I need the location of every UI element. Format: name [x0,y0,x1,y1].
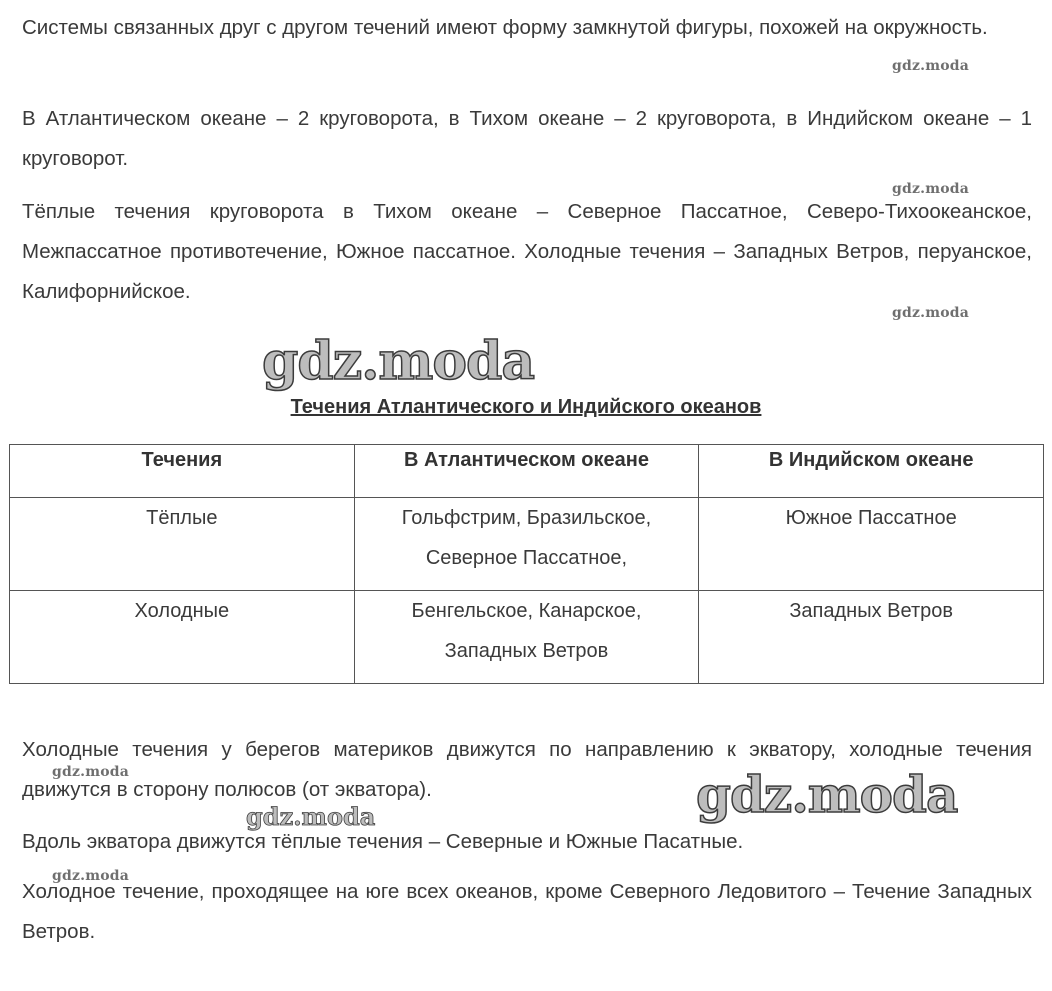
cell-atlantic-line: Бенгельское, Канарское, [411,600,642,622]
watermark-small: gdz.moda [892,181,970,197]
header-atlantic: В Атлантическом океане [354,445,699,498]
header-indian: В Индийском океане [699,445,1044,498]
cell-atlantic [354,498,699,591]
watermark-small: gdz.moda [52,764,130,780]
watermark-small: gdz.moda [892,58,970,74]
cell-type-text: Тёплые [146,507,218,529]
cell-atlantic-line: Гольфстрим, Бразильское, [401,507,652,529]
cell-type [10,591,355,684]
paragraph-gyre-count: В Атлантическом океане – 2 круговорота, в Тихом океане – 2 круговорота, в Индийском океане – 1 круговорот. [22,107,1032,170]
watermark-large: gdz.moda [696,765,958,824]
cell-type-text: Холодные [134,600,230,622]
cell-indian-text: Западных Ветров [789,600,953,622]
header-currents: Течения [10,445,355,498]
paragraph-circulation-shape: Системы связанных друг с другом течений имеют форму замкнутой фигуры, похожей на окружность. [22,16,988,39]
table-title: Течения Атлантического и Индийского океанов [290,396,762,418]
paragraph-cold-currents-direction: Холодные течения у берегов материков движутся по направлению к экватору, холодные течения движутся в сторону полюсов (от экватора). [22,738,1032,801]
cell-indian [699,498,1044,591]
table-header-row [10,445,1044,498]
table-row-warm [10,498,1044,591]
watermark-small: gdz.moda [892,305,970,321]
watermark-medium: gdz.moda [246,802,376,831]
cell-atlantic-line: Северное Пассатное, [425,547,628,569]
paragraph-equatorial-currents: Вдоль экватора движутся тёплые течения – Северные и Южные Пасатные. [22,830,744,853]
table-row-cold [10,591,1044,684]
watermark-large: gdz.moda [262,331,535,392]
cell-indian-text: Южное Пассатное [785,507,957,529]
cell-atlantic-line: Западных Ветров [444,640,609,662]
currents-table [9,444,1044,684]
paragraph-pacific-currents: Тёплые течения круговорота в Тихом океане – Северное Пассатное, Северо-Тихоокеанское, Межпассатное противотечение, Южное пассатное. Холодные течения – Западных Ветров, перуанское, Калифорнийское. [22,200,1032,303]
cell-atlantic [354,591,699,684]
paragraph-west-wind-drift: Холодное течение, проходящее на юге всех океанов, кроме Северного Ледовитого – Течение Западных Ветров. [22,880,1032,943]
cell-type [10,498,355,591]
watermark-small: gdz.moda [52,868,130,884]
cell-indian [699,591,1044,684]
